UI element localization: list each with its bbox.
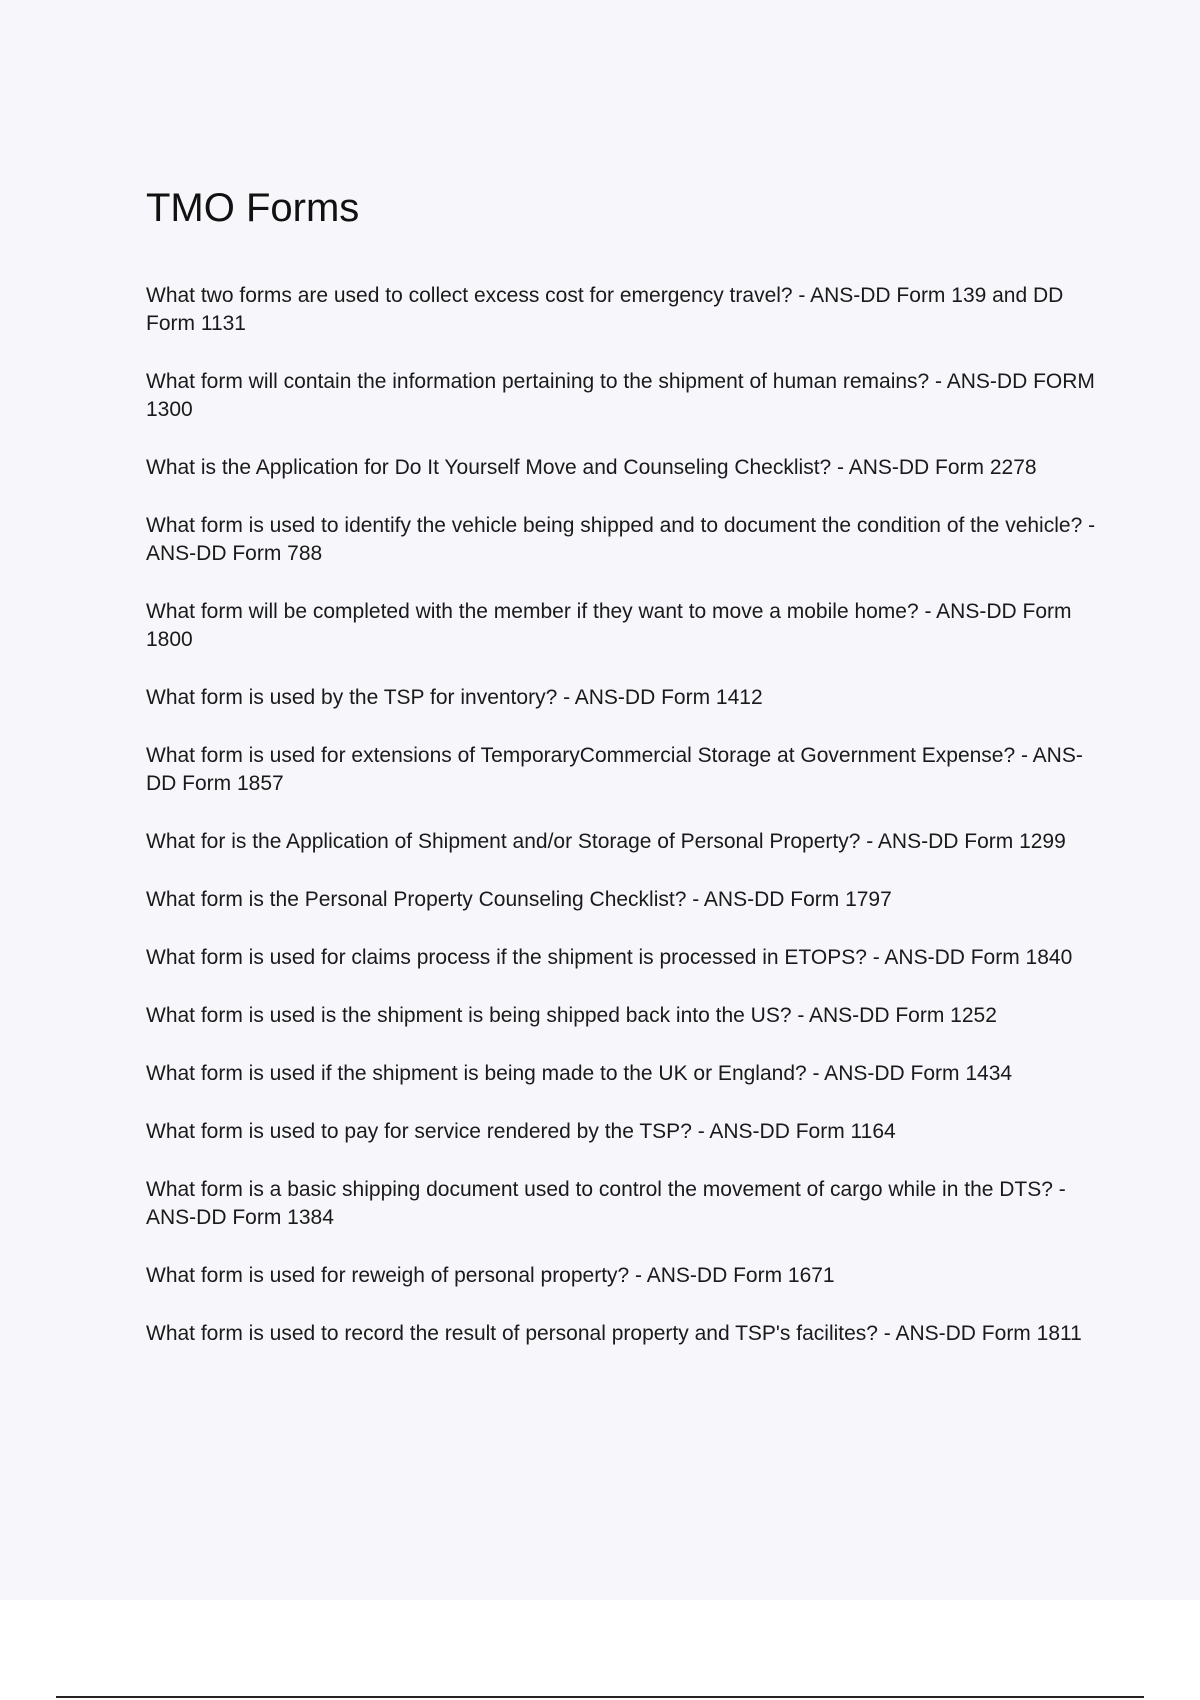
document-content xyxy=(146,184,1096,1378)
qa-list xyxy=(146,282,1096,1348)
qa-item: What form is used for reweigh of personal property? - ANS-DD Form 1671 xyxy=(146,1264,835,1287)
qa-item: What form is used to pay for service rendered by the TSP? - ANS-DD Form 1164 xyxy=(146,1120,896,1143)
qa-item: What for is the Application of Shipment and/or Storage of Personal Property? - ANS-DD Form 1299 xyxy=(146,830,1066,853)
page-title: TMO Forms xyxy=(146,186,360,230)
qa-item: What form is used to record the result of personal property and TSP's facilites? - ANS-DD Form 1811 xyxy=(146,1322,1082,1345)
qa-item: What form is used to identify the vehicle being shipped and to document the condition of the vehicle? - ANS-DD Form 788 xyxy=(146,514,1096,565)
qa-item: What form will be completed with the member if they want to move a mobile home? - ANS-DD Form 1800 xyxy=(146,600,1072,651)
qa-item: What form is a basic shipping document used to control the movement of cargo while in the DTS? - ANS-DD Form 1384 xyxy=(146,1178,1066,1229)
qa-item: What form will contain the information pertaining to the shipment of human remains? - ANS-DD FORM 1300 xyxy=(146,370,1095,421)
qa-item: What form is used for extensions of TemporaryCommercial Storage at Government Expense? - ANS-DD Form 1857 xyxy=(146,744,1083,795)
qa-item: What is the Application for Do It Yourself Move and Counseling Checklist? - ANS-DD Form 2278 xyxy=(146,456,1037,479)
qa-item: What form is used is the shipment is being shipped back into the US? - ANS-DD Form 1252 xyxy=(146,1004,997,1027)
qa-item: What form is used by the TSP for inventory? - ANS-DD Form 1412 xyxy=(146,686,763,709)
footer-divider xyxy=(56,1696,1144,1698)
qa-item: What form is used if the shipment is being made to the UK or England? - ANS-DD Form 1434 xyxy=(146,1062,1013,1085)
qa-item: What two forms are used to collect excess cost for emergency travel? - ANS-DD Form 139 and DD Form 1131 xyxy=(146,284,1064,335)
qa-item: What form is used for claims process if the shipment is processed in ETOPS? - ANS-DD Form 1840 xyxy=(146,946,1073,969)
qa-item: What form is the Personal Property Counseling Checklist? - ANS-DD Form 1797 xyxy=(146,888,892,911)
